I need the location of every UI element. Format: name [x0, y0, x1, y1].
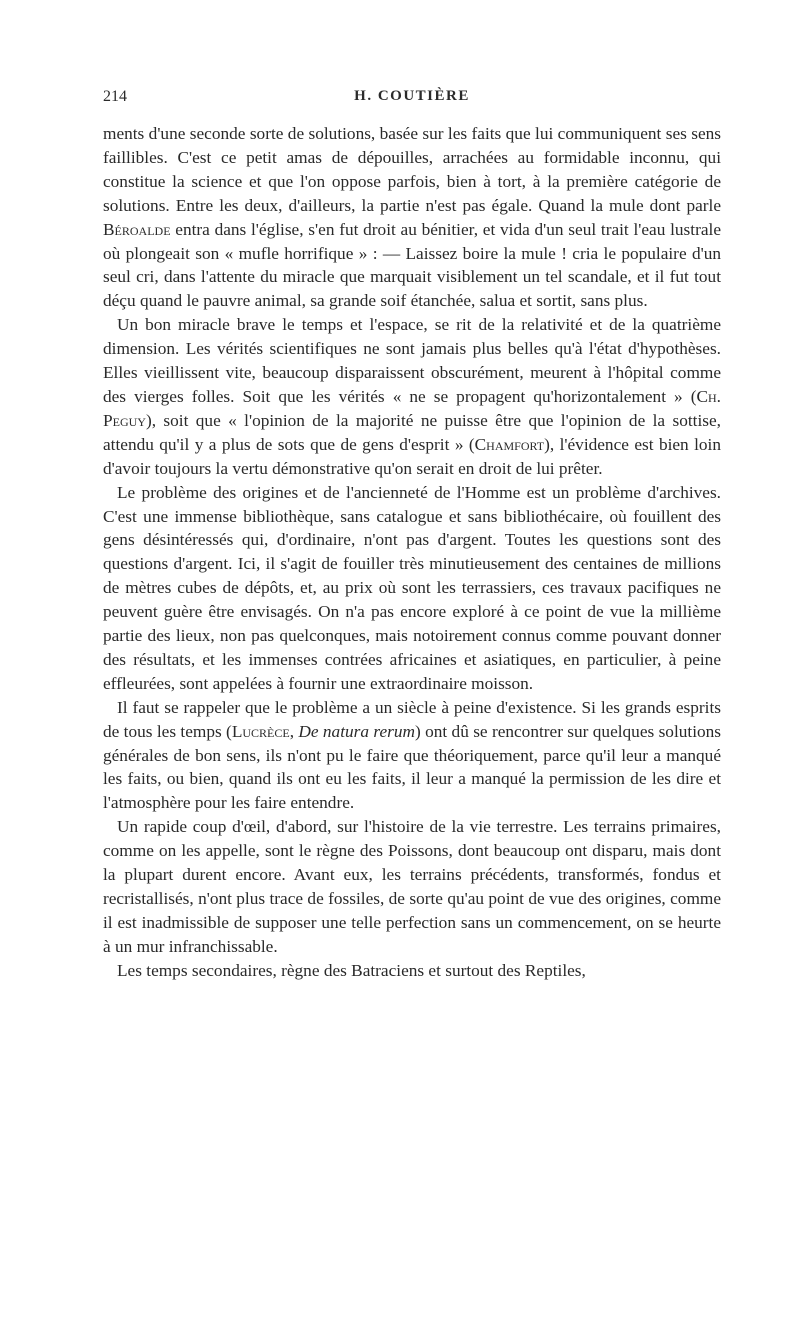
- text-run: Les temps secondaires, règne des Batraciens et surtout des Reptiles,: [117, 960, 586, 980]
- paragraph: [103, 959, 721, 983]
- paragraph: [103, 122, 721, 313]
- text-run: Un rapide coup d'œil, d'abord, sur l'histoire de la vie terrestre. Les terrains primaires, comme on les appelle, sont le règne des Poissons, dont beaucoup ont disparu, mais dont la plupart durent encore. Avant eux, les terrains précédents, transformés, fondus et recristallisés, n'ont plus trace de fossiles, de sorte qu'au point de vue des origines, comme il est inadmissible de supposer une telle perfection sans un commencement, on se heurte à un mur infranchissable.: [103, 817, 721, 956]
- text-run: ) ont dû se rencontrer sur quelques solutions générales de bon sens, ils n'ont pu le faire que théoriquement, parce qu'il leur a manqué les faits, ou bien, quand ils ont eu les faits, il leur a manqué la permission de les dire et l'atmosphère pour les faire entendre.: [103, 721, 722, 813]
- paragraph: [103, 815, 721, 958]
- text-run: Il faut se rappeler que le problème a un siècle à peine d'existence. Si les grands esprits de tous les temps (: [103, 697, 721, 741]
- running-head: H. COUTIÈRE: [354, 88, 470, 104]
- page-number: 214: [103, 88, 127, 105]
- work-title: De natura rerum: [298, 721, 415, 741]
- page-header: [103, 88, 721, 112]
- paragraph: [103, 696, 721, 816]
- text-run: ments d'une seconde sorte de solutions, basée sur les faits que lui communiquent ses sens faillibles. C'est ce petit amas de dépouilles, arrachées au formidable inconnu, qui constitue la science et que l'on oppose parfois, bien à tort, à la première catégorie de solutions. Entre les deux, d'ailleurs, la partie n'est pas égale. Quand la mule dont parle: [103, 124, 721, 215]
- text-run: ), soit que « l'opinion de la majorité ne puisse être que l'opinion de la sottise, attendu qu'il y a plus de sots que de gens d'esprit » (: [103, 410, 721, 454]
- paragraph: [103, 481, 721, 696]
- text-run: entra dans l'église, s'en fut droit au bénitier, et vida d'un seul trait l'eau lustrale où plongeait son « mufle horrifique » : — Laissez boire la mule ! cria le populaire d'un seul cri, dans l'attente du miracle que marquait visiblement un tel scandale, et il fut tout déçu quand le pauvre animal, sa grande soif étanchée, salua et sortit, sans plus.: [103, 219, 721, 311]
- author-name: Chamfort: [474, 434, 545, 454]
- author-name: Ch. Peguy: [103, 386, 721, 430]
- text-run: ,: [289, 721, 299, 741]
- text-run: Un bon miracle brave le temps et l'espace, se rit de la relativité et de la quatrième dimension. Les vérités scientifiques ne sont jamais plus belles qu'à l'état d'hypothèses. Elles vieillissent vite, beaucoup disparaissent obscurément, meurent à l'hôpital comme des vierges folles. Soit que les vérités « ne se propagent qu'horizontalement » (: [103, 315, 721, 406]
- text-run: Le problème des origines et de l'ancienneté de l'Homme est un problème d'archives. C'est une immense bibliothèque, sans catalogue et sans bibliothécaire, où fouillent des gens désintéressés qui, d'ordinaire, n'ont pas d'argent. Toutes les questions sont des questions d'argent. Ici, il s'agit de fouiller très minutieusement des centaines de millions de mètres cubes de dépôts, et, au prix où sont les terrassiers, ces travaux pacifiques ne peuvent guère être envisagés. On n'a pas encore exploré à ce point de vue la millième partie des lieux, non pas quelconques, mais notoirement connus comme pouvant donner des résultats, et les immenses contrées africaines et asiatiques, en particulier, à peine effleurées, sont appelées à fournir une extraordinaire moisson.: [103, 482, 721, 693]
- text-run: ), l'évidence est bien loin d'avoir toujours la vertu démonstrative qu'on serait en droit de lui prêter.: [103, 434, 721, 478]
- author-name: Lucrèce: [231, 721, 290, 741]
- paragraph: [103, 313, 721, 480]
- author-name: Béroalde: [103, 219, 171, 239]
- body-text: [103, 122, 721, 983]
